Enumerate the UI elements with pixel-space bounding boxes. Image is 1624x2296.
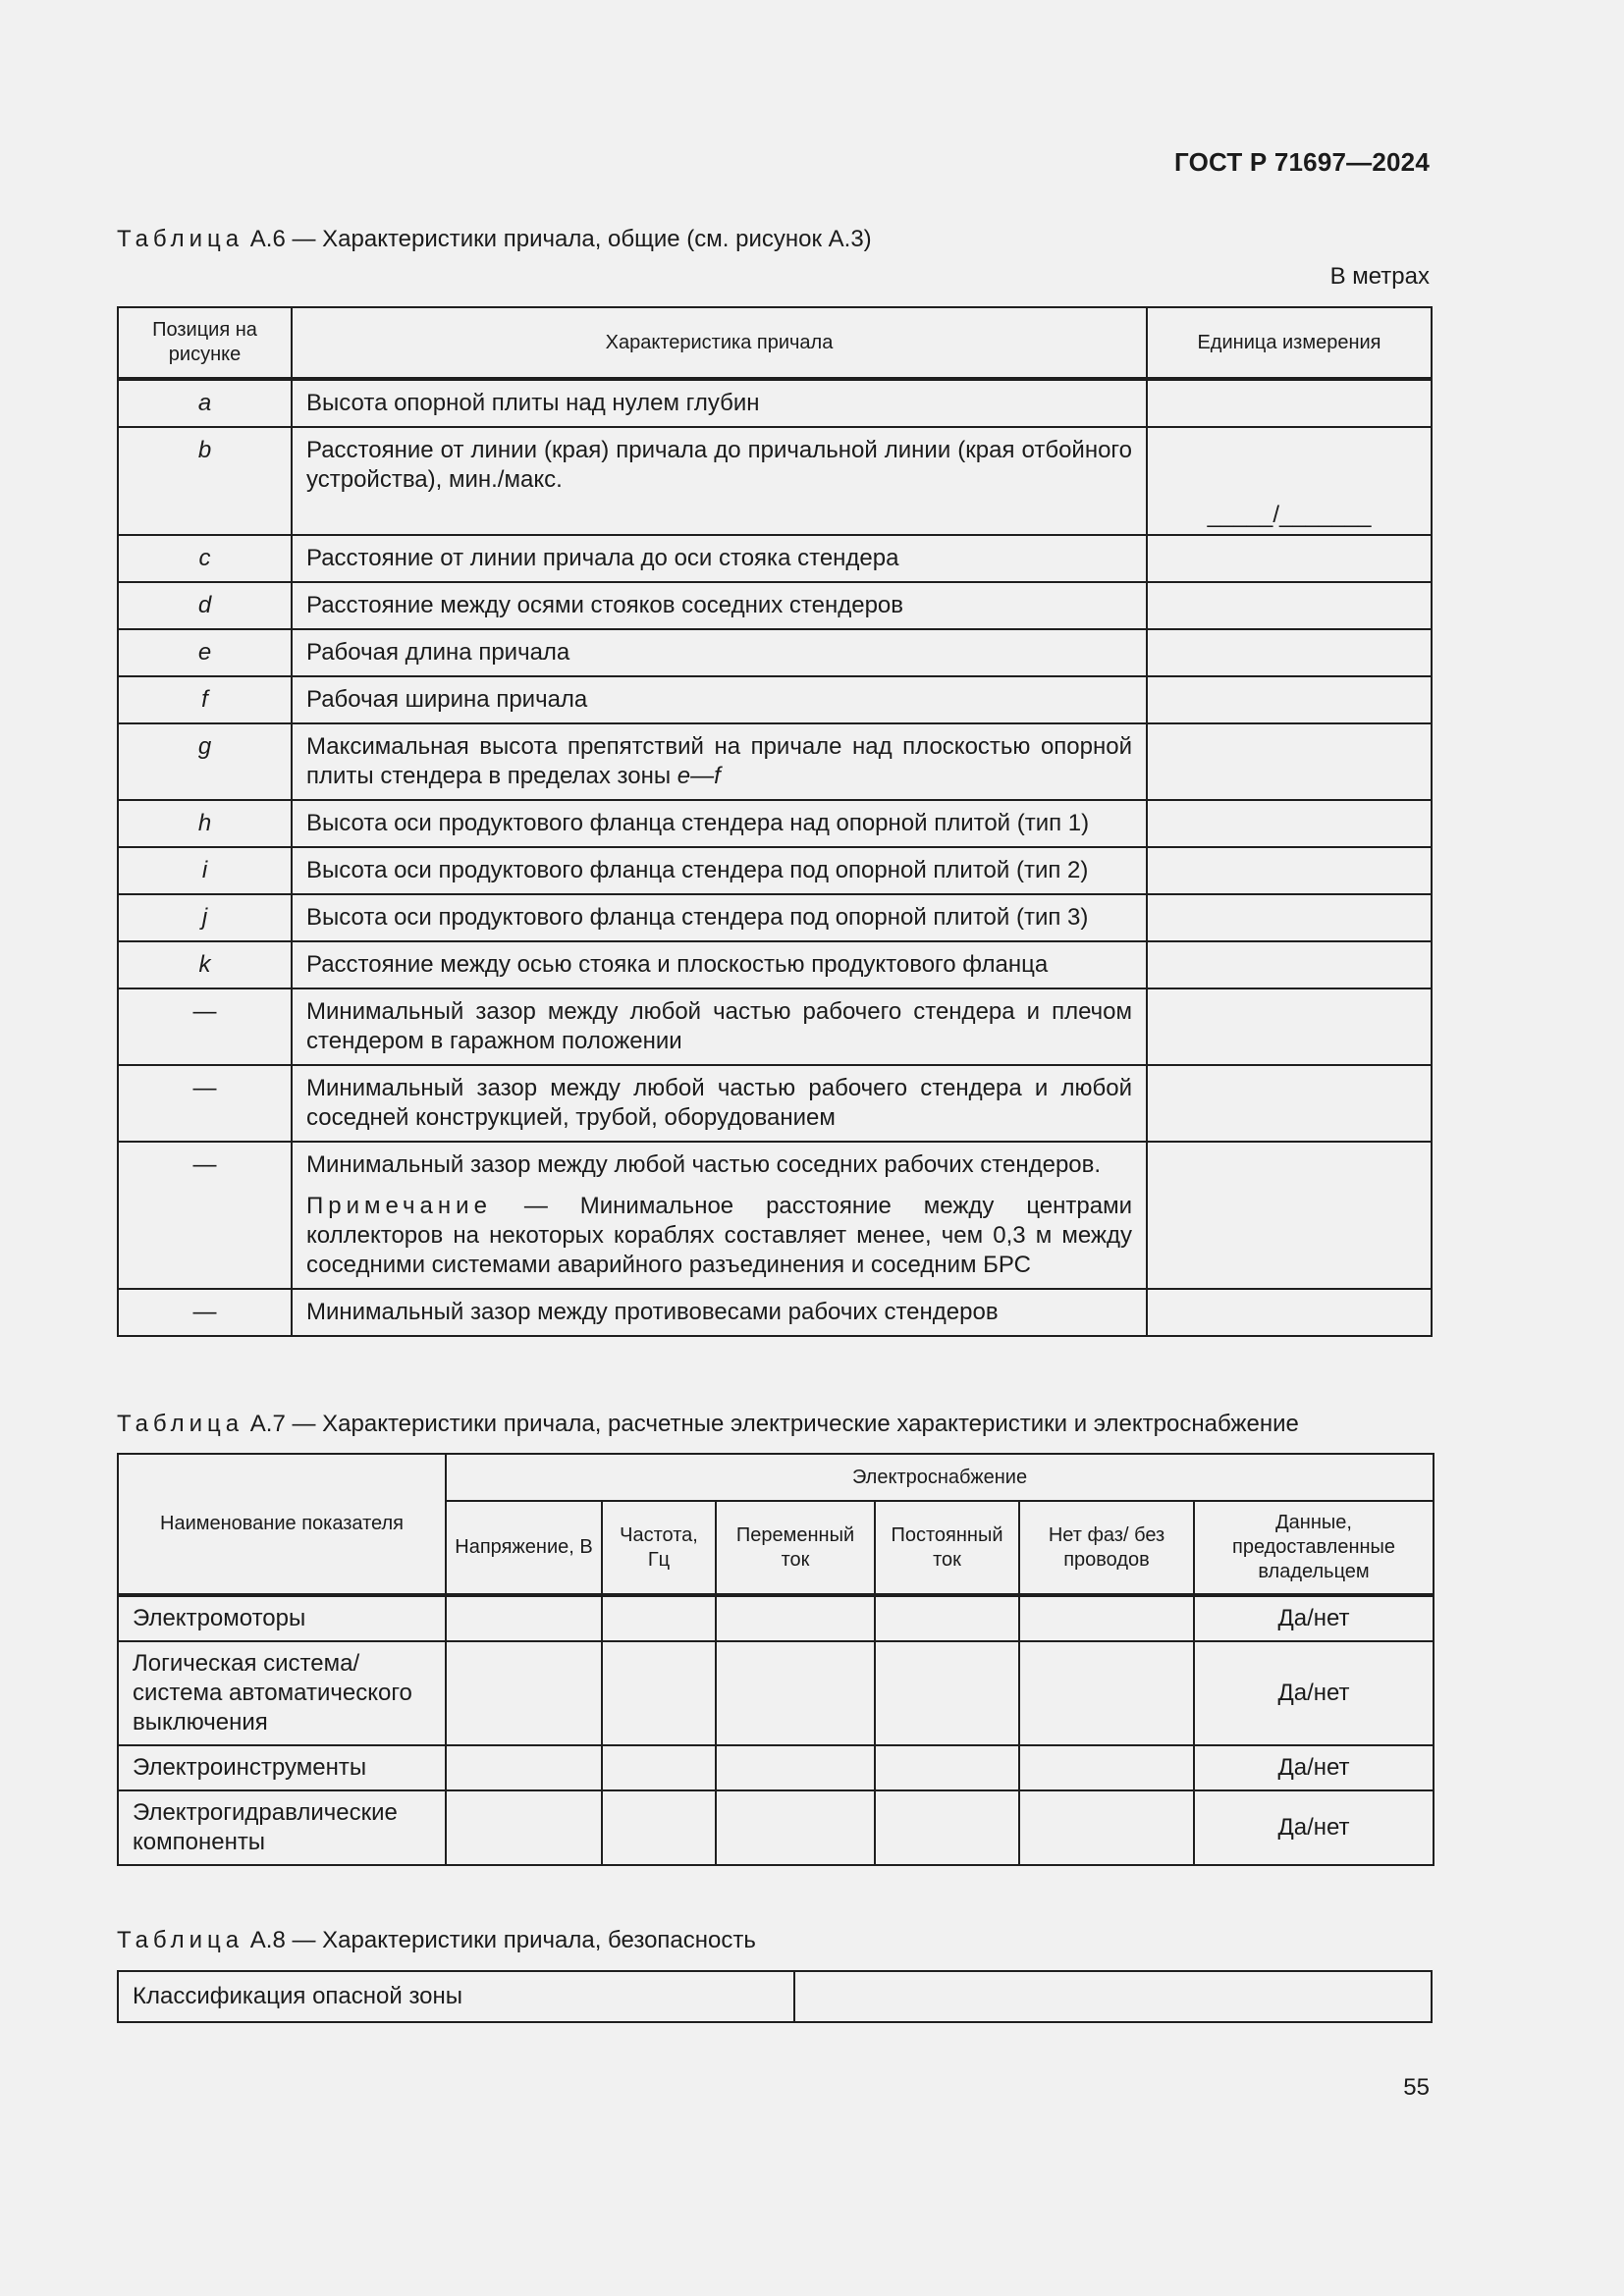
cell-dc bbox=[875, 1595, 1019, 1641]
cell-frequency bbox=[602, 1790, 716, 1865]
table7-caption-prefix: Таблица bbox=[117, 1411, 244, 1437]
cell-ac bbox=[716, 1641, 875, 1745]
note-label: Примечание bbox=[306, 1193, 492, 1219]
cell-ac bbox=[716, 1595, 875, 1641]
cell-owner-data: Да/нет bbox=[1194, 1745, 1434, 1790]
table-row bbox=[118, 847, 1432, 894]
row-description: Минимальный зазор между любой частью рабочего стендера и любой соседней конструкцией, трубой, оборудованием bbox=[292, 1065, 1147, 1142]
row-unit bbox=[1147, 676, 1432, 723]
row-position: k bbox=[118, 941, 292, 988]
row-description: Расстояние от линии (края) причала до причальной линии (края отбойного устройства), мин./макс. bbox=[292, 427, 1147, 535]
document-code: ГОСТ Р 71697—2024 bbox=[1174, 147, 1430, 177]
table-row bbox=[118, 582, 1432, 629]
table7-caption bbox=[117, 1411, 1299, 1438]
cell-voltage bbox=[446, 1641, 602, 1745]
row-description-text: Максимальная высота препятствий на причале над плоскостью опорной плиты стендера в пределах зоны bbox=[306, 733, 1132, 789]
table7-header-phases: Нет фаз/ без проводов bbox=[1019, 1501, 1194, 1595]
hazard-zone-label: Классификация опасной зоны bbox=[118, 1971, 794, 2022]
row-position: — bbox=[118, 988, 292, 1065]
row-unit bbox=[1147, 535, 1432, 582]
cell-frequency bbox=[602, 1595, 716, 1641]
row-unit bbox=[1147, 1065, 1432, 1142]
row-description-zone: e—f bbox=[677, 763, 721, 789]
row-unit bbox=[1147, 629, 1432, 676]
cell-owner-data: Да/нет bbox=[1194, 1641, 1434, 1745]
row-description: Расстояние от линии причала до оси стояка стендера bbox=[292, 535, 1147, 582]
row-note bbox=[306, 1192, 1132, 1280]
row-description: Рабочая ширина причала bbox=[292, 676, 1147, 723]
row-description bbox=[292, 723, 1147, 800]
table7-caption-text: А.7 — Характеристики причала, расчетные электрические характеристики и электроснабжение bbox=[244, 1411, 1299, 1437]
table-row bbox=[118, 941, 1432, 988]
table-row bbox=[118, 1142, 1432, 1289]
table-row bbox=[118, 1790, 1434, 1865]
row-unit bbox=[1147, 1142, 1432, 1289]
row-position: c bbox=[118, 535, 292, 582]
row-description: Расстояние между осями стояков соседних стендеров bbox=[292, 582, 1147, 629]
table7-header-owner-data: Данные, предоставленные владельцем bbox=[1194, 1501, 1434, 1595]
table-row bbox=[118, 1971, 1432, 2022]
table6-header-row bbox=[118, 307, 1432, 379]
row-description-text: Минимальный зазор между любой частью соседних рабочих стендеров. bbox=[306, 1151, 1102, 1178]
table6-caption-prefix: Таблица bbox=[117, 226, 244, 252]
row-position: e bbox=[118, 629, 292, 676]
cell-dc bbox=[875, 1790, 1019, 1865]
table6-caption-text: А.6 — Характеристики причала, общие (см. рисунок А.3) bbox=[244, 226, 872, 252]
row-description: Минимальный зазор между противовесами рабочих стендеров bbox=[292, 1289, 1147, 1336]
cell-voltage bbox=[446, 1745, 602, 1790]
table6 bbox=[117, 306, 1433, 1337]
row-name: Электромоторы bbox=[118, 1595, 446, 1641]
table8 bbox=[117, 1970, 1433, 2023]
cell-frequency bbox=[602, 1641, 716, 1745]
table-row bbox=[118, 379, 1432, 427]
cell-voltage bbox=[446, 1595, 602, 1641]
table6-header-position: Позиция на рисунке bbox=[118, 307, 292, 379]
row-description: Высота оси продуктового фланца стендера над опорной плитой (тип 1) bbox=[292, 800, 1147, 847]
row-position: j bbox=[118, 894, 292, 941]
row-description: Минимальный зазор между любой частью рабочего стендера и плечом стендером в гаражном положении bbox=[292, 988, 1147, 1065]
hazard-zone-value bbox=[794, 1971, 1432, 2022]
table-row bbox=[118, 1745, 1434, 1790]
table-row bbox=[118, 988, 1432, 1065]
table7-header-row-1 bbox=[118, 1454, 1434, 1501]
row-unit bbox=[1147, 894, 1432, 941]
row-description: Высота оси продуктового фланца стендера под опорной плитой (тип 3) bbox=[292, 894, 1147, 941]
row-description: Высота опорной плиты над нулем глубин bbox=[292, 379, 1147, 427]
table-row bbox=[118, 427, 1432, 535]
row-unit bbox=[1147, 800, 1432, 847]
cell-frequency bbox=[602, 1745, 716, 1790]
cell-owner-data: Да/нет bbox=[1194, 1595, 1434, 1641]
table-row bbox=[118, 1641, 1434, 1745]
row-position: f bbox=[118, 676, 292, 723]
table8-caption-prefix: Таблица bbox=[117, 1927, 244, 1953]
row-name: Логическая система/ система автоматического выключения bbox=[118, 1641, 446, 1745]
table7 bbox=[117, 1453, 1435, 1866]
table7-header-dc: Постоянный ток bbox=[875, 1501, 1019, 1595]
table8-caption-text: А.8 — Характеристики причала, безопасность bbox=[244, 1927, 756, 1953]
cell-ac bbox=[716, 1790, 875, 1865]
row-name: Электрогидравлические компоненты bbox=[118, 1790, 446, 1865]
table-row bbox=[118, 723, 1432, 800]
table6-caption bbox=[117, 226, 872, 253]
row-position: a bbox=[118, 379, 292, 427]
row-position: g bbox=[118, 723, 292, 800]
page-number: 55 bbox=[1403, 2074, 1430, 2101]
cell-ac bbox=[716, 1745, 875, 1790]
row-description bbox=[292, 1142, 1147, 1289]
table-row bbox=[118, 676, 1432, 723]
cell-dc bbox=[875, 1745, 1019, 1790]
row-name: Электроинструменты bbox=[118, 1745, 446, 1790]
row-description: Высота оси продуктового фланца стендера под опорной плитой (тип 2) bbox=[292, 847, 1147, 894]
row-unit bbox=[1147, 988, 1432, 1065]
cell-phases bbox=[1019, 1790, 1194, 1865]
row-unit bbox=[1147, 847, 1432, 894]
row-position: — bbox=[118, 1142, 292, 1289]
row-unit bbox=[1147, 582, 1432, 629]
table-row bbox=[118, 894, 1432, 941]
table-row bbox=[118, 800, 1432, 847]
table8-caption bbox=[117, 1927, 756, 1954]
table-row bbox=[118, 1289, 1432, 1336]
cell-phases bbox=[1019, 1641, 1194, 1745]
row-position: — bbox=[118, 1065, 292, 1142]
table-row bbox=[118, 535, 1432, 582]
cell-dc bbox=[875, 1641, 1019, 1745]
table7-header-voltage: Напряжение, В bbox=[446, 1501, 602, 1595]
row-unit: _____/_______ bbox=[1147, 427, 1432, 535]
table7-header-indicator: Наименование показателя bbox=[118, 1454, 446, 1595]
row-position: d bbox=[118, 582, 292, 629]
row-position: h bbox=[118, 800, 292, 847]
note-text: — Минимальное расстояние между центрами коллекторов на некоторых кораблях составляет менее, чем 0,3 м между соседними системами аварийного разъединения и соседним БРС bbox=[306, 1193, 1132, 1278]
row-unit bbox=[1147, 379, 1432, 427]
row-description: Рабочая длина причала bbox=[292, 629, 1147, 676]
row-unit bbox=[1147, 941, 1432, 988]
cell-phases bbox=[1019, 1745, 1194, 1790]
table-row bbox=[118, 1595, 1434, 1641]
row-unit bbox=[1147, 1289, 1432, 1336]
table-row bbox=[118, 1065, 1432, 1142]
cell-owner-data: Да/нет bbox=[1194, 1790, 1434, 1865]
table6-units-note: В метрах bbox=[1329, 263, 1430, 290]
row-position: — bbox=[118, 1289, 292, 1336]
table6-header-unit: Единица измерения bbox=[1147, 307, 1432, 379]
table6-header-characteristic: Характеристика причала bbox=[292, 307, 1147, 379]
cell-voltage bbox=[446, 1790, 602, 1865]
row-unit bbox=[1147, 723, 1432, 800]
row-position: b bbox=[118, 427, 292, 535]
table7-header-ac: Переменный ток bbox=[716, 1501, 875, 1595]
cell-phases bbox=[1019, 1595, 1194, 1641]
table7-header-frequency: Частота, Гц bbox=[602, 1501, 716, 1595]
row-position: i bbox=[118, 847, 292, 894]
table7-header-supply: Электроснабжение bbox=[446, 1454, 1434, 1501]
table-row bbox=[118, 629, 1432, 676]
row-description: Расстояние между осью стояка и плоскостью продуктового фланца bbox=[292, 941, 1147, 988]
